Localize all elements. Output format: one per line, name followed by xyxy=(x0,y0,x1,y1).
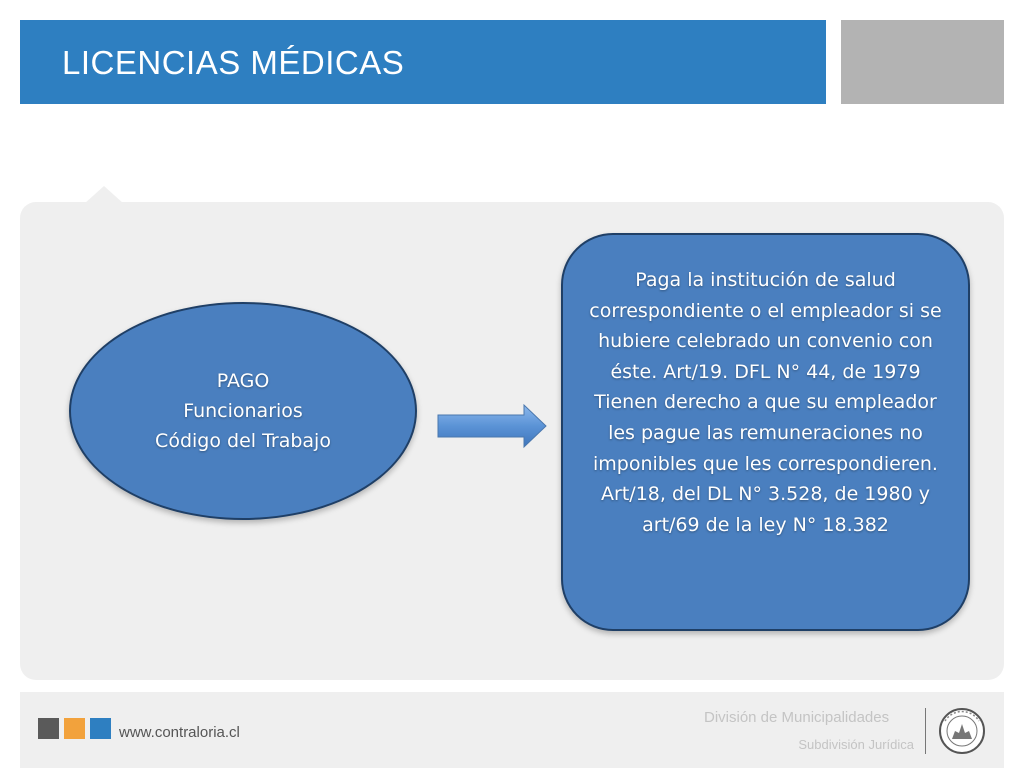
footer-divider xyxy=(925,708,926,754)
footer-square-orange xyxy=(64,718,85,739)
title-bar xyxy=(20,20,826,104)
subdivision-label: Subdivisión Jurídica xyxy=(798,737,914,752)
ellipse-line-codigo: Código del Trabajo xyxy=(155,430,331,452)
header-gray-block xyxy=(841,20,1004,104)
footer-square-gray xyxy=(38,718,59,739)
right-arrow-icon xyxy=(436,403,548,449)
info-paragraph-payment: Paga la institución de salud correspondiente o el empleador si se hubiere celebrado un convenio con éste. Art/19. DFL N° 44, de 1979 xyxy=(589,269,942,383)
info-paragraph-rights: Tienen derecho a que su empleador les pague las remuneraciones no imponibles que les correspondieren. Art/18, del DL N° 3.528, de 1980 y art/69 de la ley N° 18.382 xyxy=(593,391,938,536)
footer xyxy=(20,692,1004,768)
contraloria-seal-icon xyxy=(935,707,989,755)
pago-ellipse xyxy=(69,302,417,520)
info-rounded-box xyxy=(561,233,970,631)
division-label: División de Municipalidades xyxy=(704,709,890,726)
slide-title: LICENCIAS MÉDICAS xyxy=(62,44,405,81)
website-link[interactable]: www.contraloria.cl xyxy=(119,724,240,741)
footer-square-blue xyxy=(90,718,111,739)
ellipse-line-funcionarios: Funcionarios xyxy=(183,400,303,422)
ellipse-line-pago: PAGO xyxy=(216,370,270,392)
